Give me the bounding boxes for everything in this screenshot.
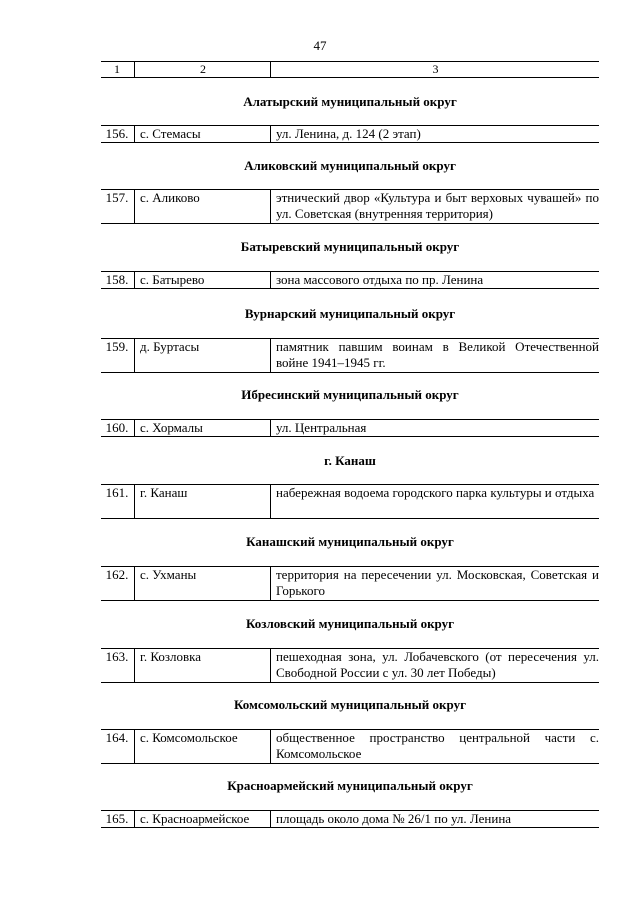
row-description: набережная водоема городского парка культуры и отдыха bbox=[270, 485, 599, 518]
table-row bbox=[101, 484, 599, 519]
row-number: 163. bbox=[105, 649, 129, 664]
section-heading: Ибресинский муниципальный округ bbox=[241, 387, 459, 402]
row-number: 164. bbox=[105, 730, 129, 745]
column-header-3: 3 bbox=[270, 62, 600, 77]
table-row bbox=[101, 810, 599, 828]
row-place: с. Комсомольское bbox=[134, 730, 270, 763]
row-description: этнический двор «Культура и быт верховых чувашей» по ул. Советская (внутренняя территория) bbox=[270, 190, 599, 223]
section-heading: Канашский муниципальный округ bbox=[246, 534, 454, 549]
row-place: с. Ухманы bbox=[134, 567, 270, 600]
row-place: с. Хормалы bbox=[134, 420, 270, 436]
row-number: 157. bbox=[105, 190, 129, 205]
row-place: г. Канаш bbox=[134, 485, 270, 518]
column-header-1: 1 bbox=[114, 62, 120, 76]
section-heading: Комсомольский муниципальный округ bbox=[233, 697, 466, 712]
column-header-row bbox=[101, 61, 599, 78]
table-row bbox=[101, 125, 599, 143]
section-heading: Вурнарский муниципальный округ bbox=[244, 306, 456, 321]
row-place: с. Батырево bbox=[134, 272, 270, 288]
row-description: общественное пространство центральной части с. Комсомольское bbox=[270, 730, 599, 763]
row-number: 161. bbox=[105, 485, 129, 500]
row-place: с. Аликово bbox=[134, 190, 270, 223]
row-description: площадь около дома № 26/1 по ул. Ленина bbox=[270, 811, 599, 827]
row-place: с. Стемасы bbox=[134, 126, 270, 142]
section-heading: Батыревский муниципальный округ bbox=[240, 239, 460, 254]
row-description: памятник павшим воинам в Великой Отечественной войне 1941–1945 гг. bbox=[270, 339, 599, 372]
row-place: г. Козловка bbox=[134, 649, 270, 682]
row-description: ул. Ленина, д. 124 (2 этап) bbox=[270, 126, 599, 142]
section-heading: г. Канаш bbox=[324, 453, 376, 468]
row-number: 156. bbox=[105, 126, 129, 141]
row-number: 158. bbox=[105, 272, 129, 287]
row-number: 159. bbox=[105, 339, 129, 354]
section-heading: Алатырский муниципальный округ bbox=[243, 94, 457, 109]
row-number: 160. bbox=[105, 420, 129, 435]
table-row bbox=[101, 729, 599, 764]
table-row bbox=[101, 271, 599, 289]
section-heading: Красноармейский муниципальный округ bbox=[227, 778, 473, 793]
row-description: пешеходная зона, ул. Лобачевского (от пересечения ул. Свободной России с ул. 30 лет Победы) bbox=[270, 649, 599, 682]
row-place: с. Красноармейское bbox=[134, 811, 270, 827]
table-row bbox=[101, 189, 599, 224]
row-number: 165. bbox=[105, 811, 129, 826]
section-heading: Аликовский муниципальный округ bbox=[244, 158, 456, 173]
table-row bbox=[101, 419, 599, 437]
column-header-2: 2 bbox=[134, 62, 271, 77]
section-heading: Козловский муниципальный округ bbox=[245, 616, 455, 631]
page-number: 47 bbox=[313, 38, 327, 53]
row-number: 162. bbox=[105, 567, 129, 582]
table-row bbox=[101, 566, 599, 601]
table-row bbox=[101, 648, 599, 683]
row-place: д. Буртасы bbox=[134, 339, 270, 372]
table-row bbox=[101, 338, 599, 373]
row-description: территория на пересечении ул. Московская, Советская и Горького bbox=[270, 567, 599, 600]
row-description: зона массового отдыха по пр. Ленина bbox=[270, 272, 599, 288]
row-description: ул. Центральная bbox=[270, 420, 599, 436]
